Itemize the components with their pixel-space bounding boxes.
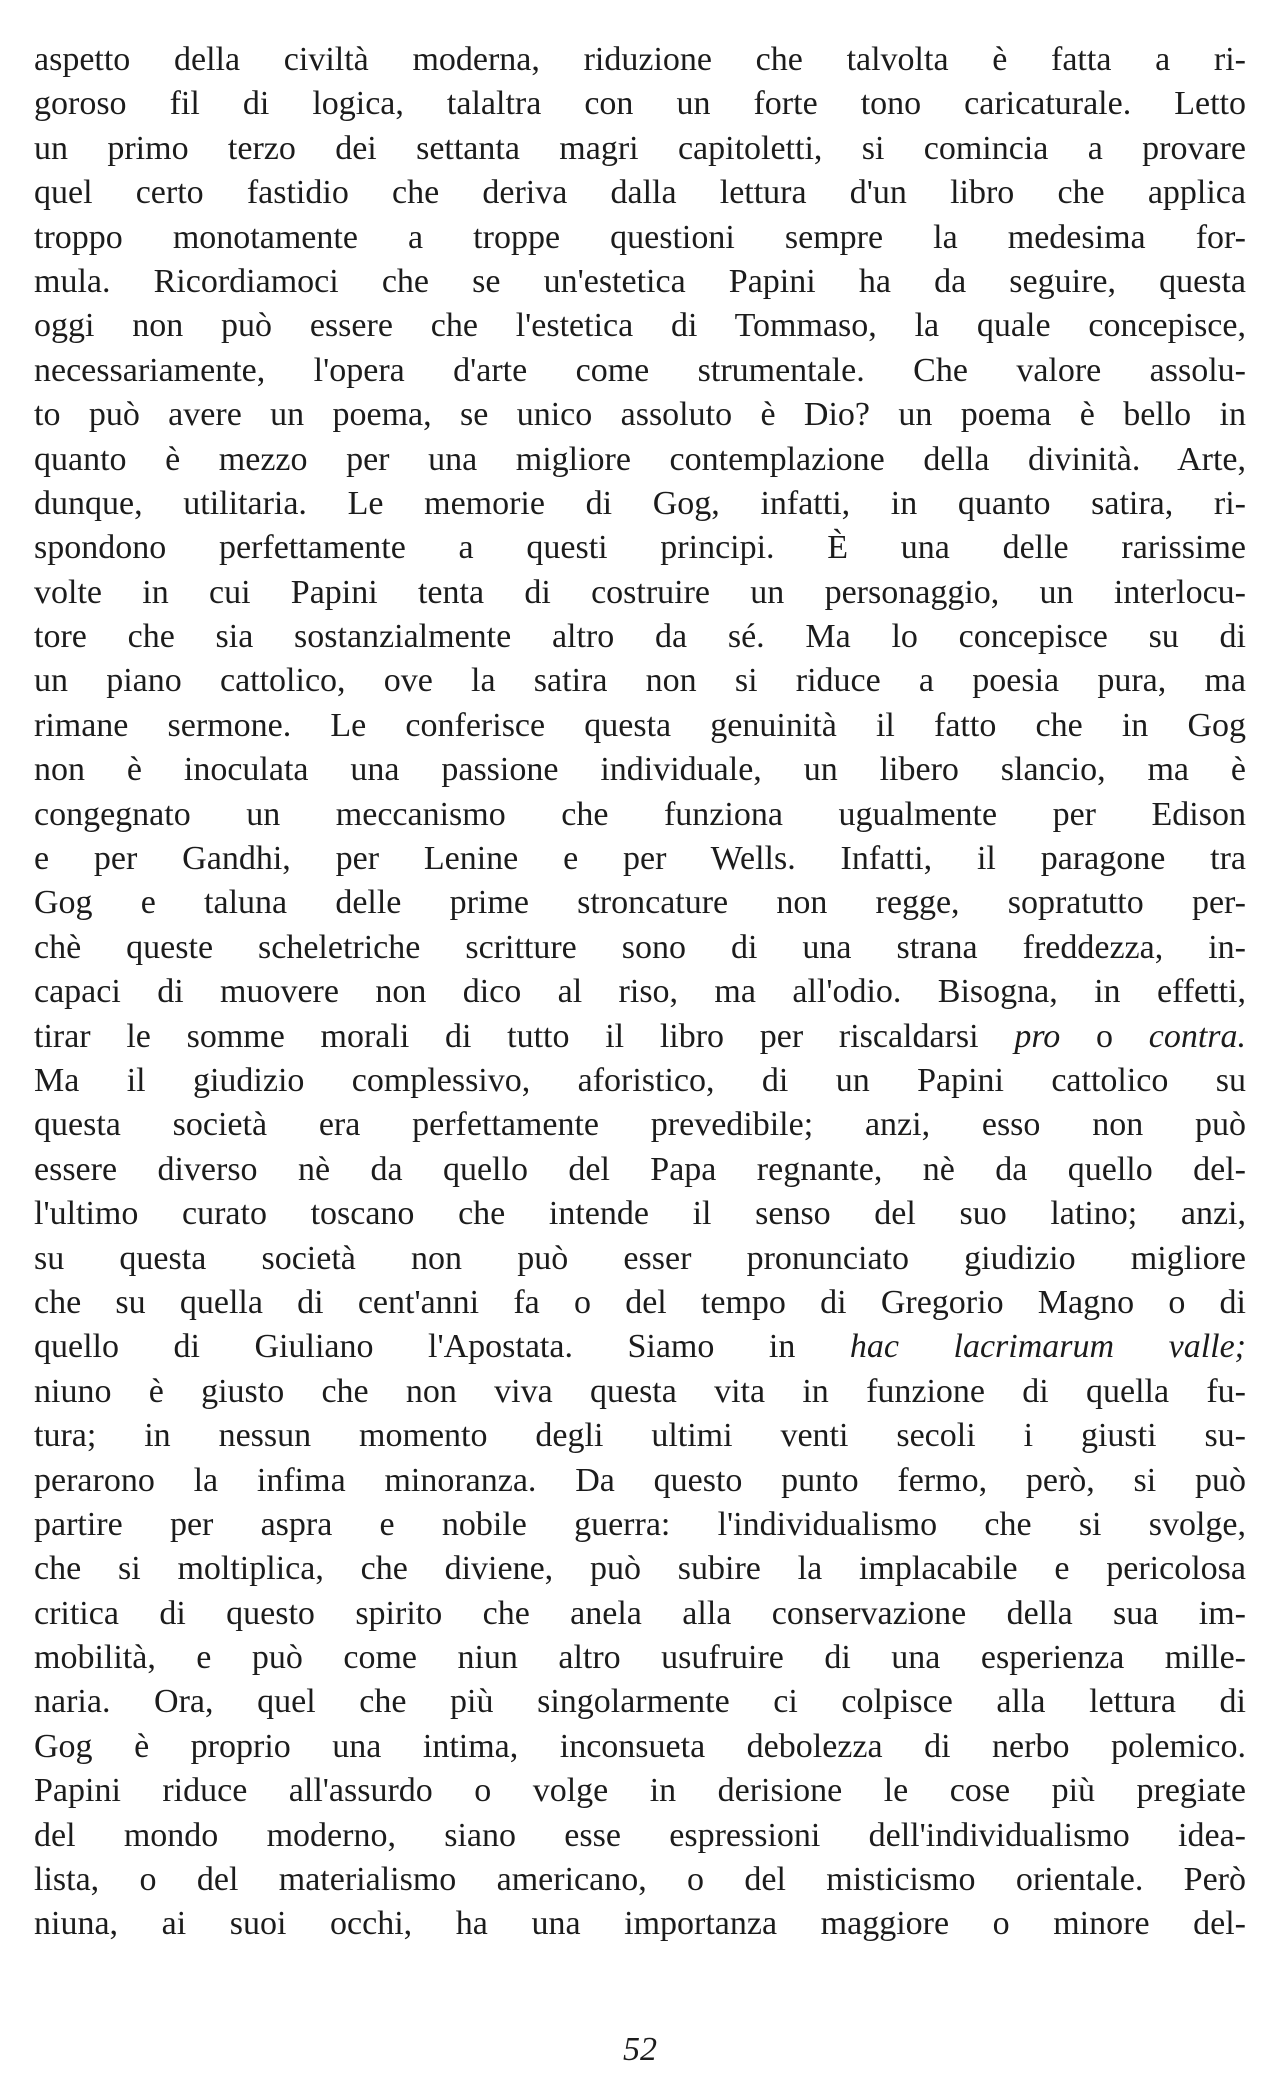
text-line: un primo terzo dei settanta magri capitoletti, si comincia a provare xyxy=(34,129,1246,167)
text-segment: quello di Giuliano l'Apostata. Siamo in xyxy=(34,1328,850,1366)
text-line: l'ultimo curato toscano che intende il senso del suo latino; anzi, xyxy=(34,1195,1246,1233)
text-line: Ma il giudizio complessivo, aforistico, di un Papini cattolico su xyxy=(34,1061,1246,1099)
text-line: un piano cattolico, ove la satira non si riduce a poesia pura, ma xyxy=(34,662,1246,700)
text-line: quanto è mezzo per una migliore contemplazione della divinità. Arte, xyxy=(34,440,1246,478)
italic-text: pro xyxy=(1014,1017,1061,1055)
text-line: perarono la infima minoranza. Da questo punto fermo, però, si può xyxy=(34,1461,1246,1499)
text-line: to può avere un poema, se unico assoluto è Dio? un poema è bello in xyxy=(34,396,1246,434)
text-line: necessariamente, l'opera d'arte come strumentale. Che valore assolu- xyxy=(34,351,1246,389)
text-line: chè queste scheletriche scritture sono di una strana freddezza, in- xyxy=(34,928,1246,966)
text-line: e per Gandhi, per Lenine e per Wells. Infatti, il paragone tra xyxy=(34,840,1246,878)
text-line: lista, o del materialismo americano, o del misticismo orientale. Però xyxy=(34,1861,1246,1899)
italic-text: hac lacrimarum valle; xyxy=(849,1328,1246,1366)
text-line: goroso fil di logica, talaltra con un forte tono caricaturale. Letto xyxy=(34,85,1246,123)
text-line: non è inoculata una passione individuale, un libero slancio, ma è xyxy=(34,751,1246,789)
text-line: mula. Ricordiamoci che se un'estetica Papini ha da seguire, questa xyxy=(34,262,1246,300)
text-line: su questa società non può esser pronunciato giudizio migliore xyxy=(34,1239,1246,1277)
page-number: 52 xyxy=(623,2031,657,2068)
text-line: partire per aspra e nobile guerra: l'individualismo che si svolge, xyxy=(34,1505,1246,1543)
text-line: aspetto della civiltà moderna, riduzione che talvolta è fatta a ri- xyxy=(34,41,1246,78)
text-line: volte in cui Papini tenta di costruire un personaggio, un interlocu- xyxy=(34,573,1246,611)
text-line: rimane sermone. Le conferisce questa genuinità il fatto che in Gog xyxy=(34,706,1246,744)
text-line: niuno è giusto che non viva questa vita in funzione di quella fu- xyxy=(34,1372,1246,1410)
text-line-with-italics xyxy=(34,1325,1246,1369)
text-line: Papini riduce all'assurdo o volge in derisione le cose più pregiate xyxy=(34,1772,1246,1810)
text-line: niuna, ai suoi occhi, ha una importanza maggiore o minore del- xyxy=(34,1905,1246,1943)
italic-text-line: Gog è proprio una intima, inconsueta debolezza di nerbo polemico. xyxy=(34,1727,1246,1765)
text-line: questa società era perfettamente prevedibile; anzi, esso non può xyxy=(34,1106,1246,1144)
text-line-with-italics xyxy=(34,1015,1246,1059)
text-line: del mondo moderno, siano esse espressioni dell'individualismo idea- xyxy=(34,1816,1246,1854)
text-line: naria. Ora, quel che più singolarmente ci colpisce alla lettura di xyxy=(34,1683,1246,1721)
text-line: critica di questo spirito che anela alla conservazione della sua im- xyxy=(34,1594,1246,1632)
text-line: che su quella di cent'anni fa o del tempo di Gregorio Magno o di xyxy=(34,1283,1246,1321)
text-line: capaci di muovere non dico al riso, ma all'odio. Bisogna, in effetti, xyxy=(34,973,1246,1011)
text-line: spondono perfettamente a questi principi. È una delle rarissime xyxy=(34,529,1246,567)
text-line: dunque, utilitaria. Le memorie di Gog, infatti, in quanto satira, ri- xyxy=(34,484,1246,522)
text-line: tura; in nessun momento degli ultimi venti secoli i giusti su- xyxy=(34,1417,1246,1455)
text-line: mobilità, e può come niun altro usufruire di una esperienza mille- xyxy=(34,1639,1246,1677)
text-line: troppo monotamente a troppe questioni sempre la medesima for- xyxy=(34,218,1246,256)
text-segment: tirar le somme morali di tutto il libro per riscaldarsi xyxy=(34,1017,1015,1055)
body-text xyxy=(34,38,1246,1947)
text-line: oggi non può essere che l'estetica di Tommaso, la quale concepisce, xyxy=(34,307,1246,345)
text-line: che si moltiplica, che diviene, può subire la implacabile e pericolosa xyxy=(34,1550,1246,1588)
text-line: essere diverso nè da quello del Papa regnante, nè da quello del- xyxy=(34,1150,1246,1188)
text-line: tore che sia sostanzialmente altro da sé. Ma lo concepisce su di xyxy=(34,618,1246,656)
text-line: congegnato un meccanismo che funziona ugualmente per Edison xyxy=(34,795,1246,833)
italic-text: contra. xyxy=(1148,1017,1246,1055)
text-line: quel certo fastidio che deriva dalla lettura d'un libro che applica xyxy=(34,174,1246,212)
text-segment: o xyxy=(1060,1017,1149,1055)
text-line: Gog e taluna delle prime stroncature non regge, sopratutto per- xyxy=(34,884,1246,922)
